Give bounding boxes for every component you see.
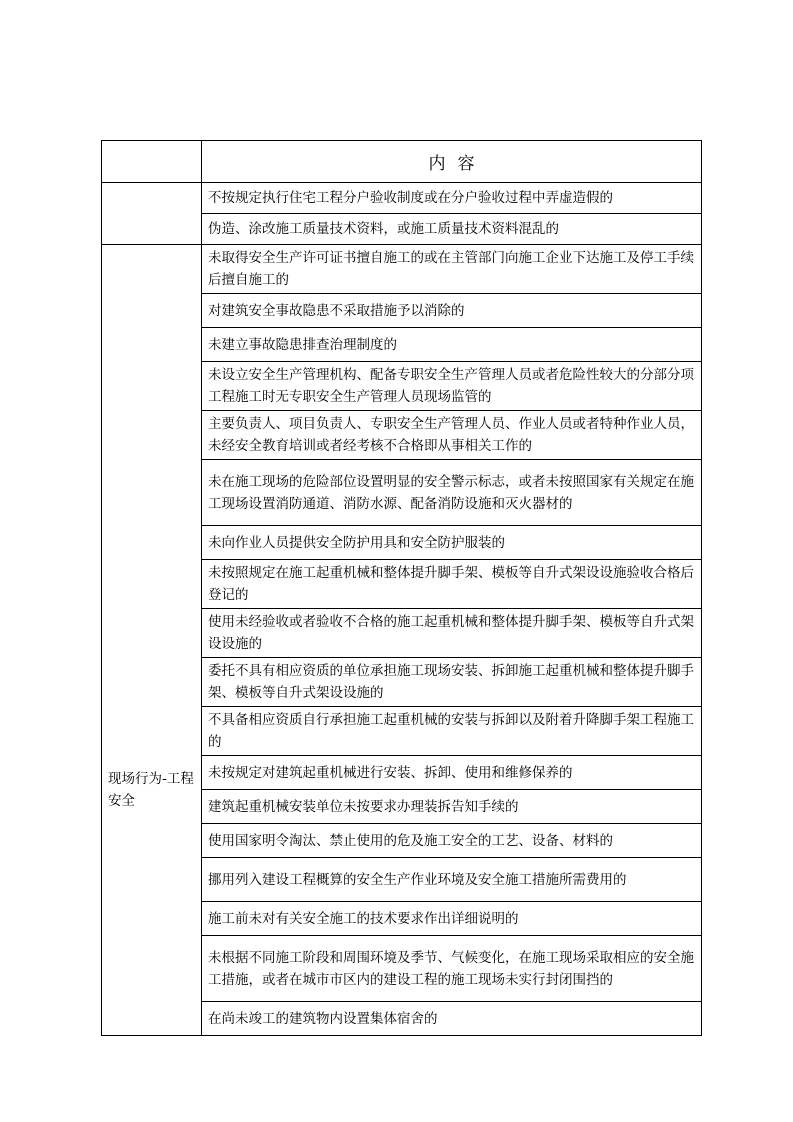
item-cell: 施工前未对有关安全施工的技术要求作出详细说明的 (202, 902, 702, 936)
item-cell: 未向作业人员提供安全防护用具和安全防护服装的 (202, 526, 702, 560)
item-cell: 未根据不同施工阶段和周围环境及季节、气候变化，在施工现场采取相应的安全施工措施，或者在城市市区内的建设工程的施工现场未实行封闭围挡的 (202, 936, 702, 1002)
table-header-row (102, 141, 702, 183)
category-cell-quality (102, 183, 202, 245)
item-cell: 使用未经验收或者验收不合格的施工起重机械和整体提升脚手架、模板等自升式架设设施的 (202, 609, 702, 658)
category-cell-safety: 现场行为-工程安全 (102, 245, 202, 1036)
table-row (102, 183, 702, 214)
item-cell: 未建立事故隐患排查治理制度的 (202, 328, 702, 362)
item-cell: 挪用列入建设工程概算的安全生产作业环境及安全施工措施所需费用的 (202, 858, 702, 902)
item-cell: 主要负责人、项目负责人、专职安全生产管理人员、作业人员或者特种作业人员，未经安全教育培训或者经考核不合格即从事相关工作的 (202, 411, 702, 460)
table-row (102, 245, 702, 294)
item-cell: 不按规定执行住宅工程分户验收制度或在分户验收过程中弄虚造假的 (202, 183, 702, 214)
content-header: 内容 (202, 141, 702, 183)
regulation-table (101, 140, 702, 1036)
item-cell: 在尚未竣工的建筑物内设置集体宿舍的 (202, 1002, 702, 1036)
item-cell: 未取得安全生产许可证书擅自施工的或在主管部门向施工企业下达施工及停工手续后擅自施工的 (202, 245, 702, 294)
item-cell: 委托不具有相应资质的单位承担施工现场安装、拆卸施工起重机械和整体提升脚手架、模板等自升式架设设施的 (202, 658, 702, 707)
item-cell: 伪造、涂改施工质量技术资料，或施工质量技术资料混乱的 (202, 214, 702, 245)
item-cell: 未按照规定在施工起重机械和整体提升脚手架、模板等自升式架设设施验收合格后登记的 (202, 560, 702, 609)
item-cell: 不具备相应资质自行承担施工起重机械的安装与拆卸以及附着升降脚手架工程施工的 (202, 707, 702, 756)
item-cell: 未在施工现场的危险部位设置明显的安全警示标志，或者未按照国家有关规定在施工现场设置消防通道、消防水源、配备消防设施和灭火器材的 (202, 460, 702, 526)
item-cell: 对建筑安全事故隐患不采取措施予以消除的 (202, 294, 702, 328)
header-blank-cell (102, 141, 202, 183)
item-cell: 使用国家明令淘汰、禁止使用的危及施工安全的工艺、设备、材料的 (202, 824, 702, 858)
item-cell: 建筑起重机械安装单位未按要求办理装拆告知手续的 (202, 790, 702, 824)
item-cell: 未设立安全生产管理机构、配备专职安全生产管理人员或者危险性较大的分部分项工程施工时无专职安全生产管理人员现场监管的 (202, 362, 702, 411)
item-cell: 未按规定对建筑起重机械进行安装、拆卸、使用和维修保养的 (202, 756, 702, 790)
